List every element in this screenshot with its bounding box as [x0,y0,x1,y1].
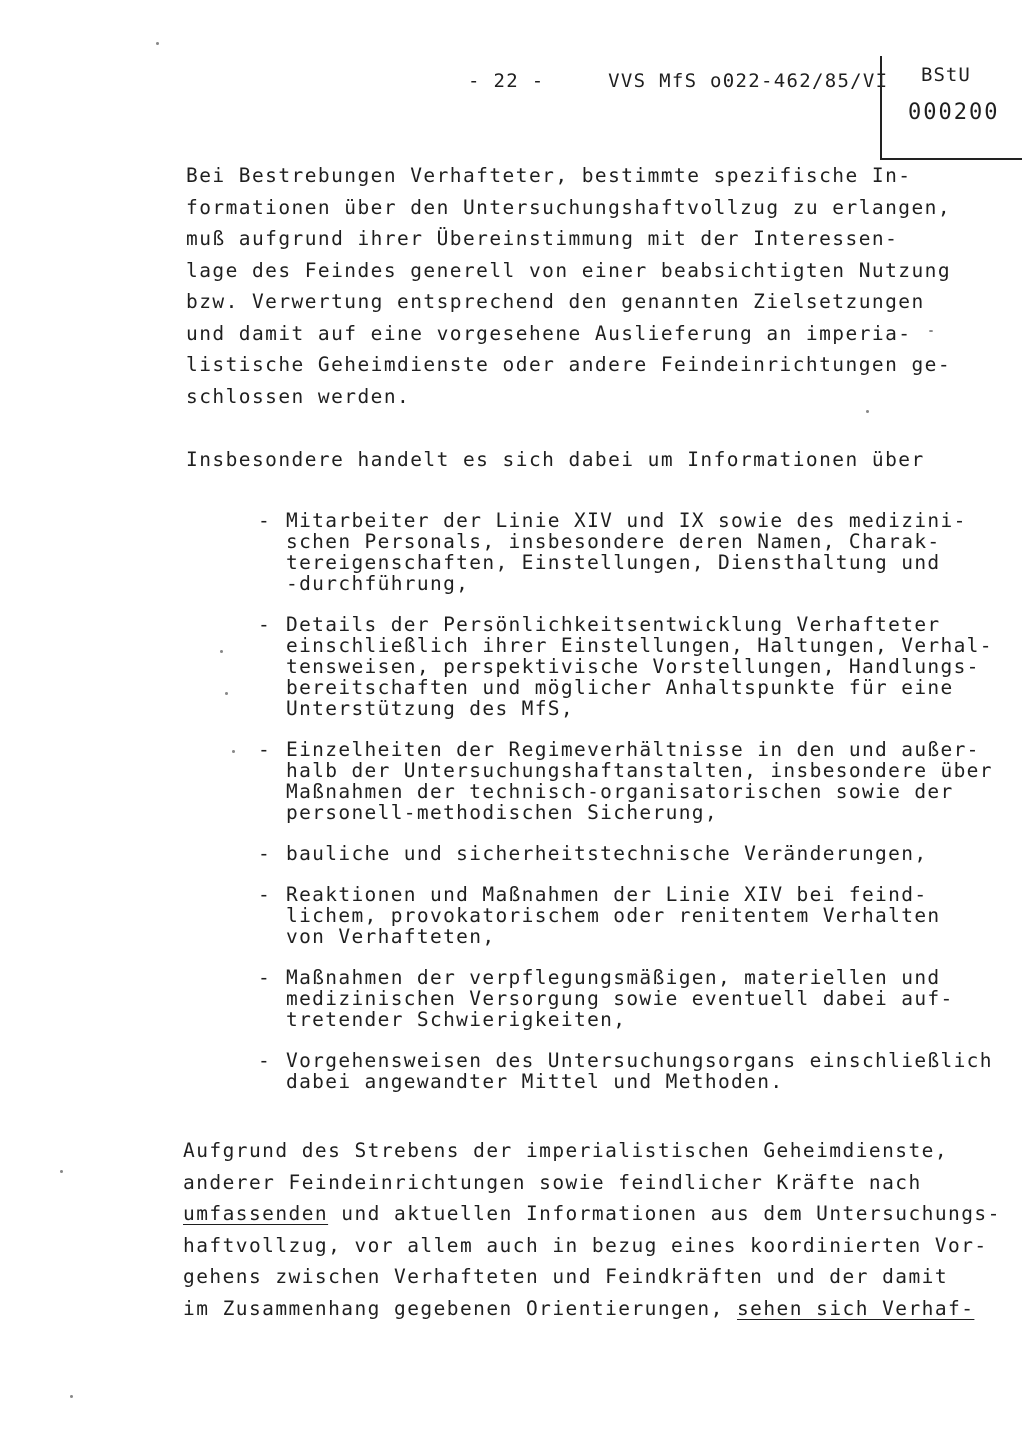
text-line: bzw. Verwertung entsprechend den genannten Zielsetzungen [186,290,925,313]
text-line: lage des Feindes generell von einer beabsichtigten Nutzung [186,258,952,282]
scan-speck [70,1395,73,1398]
paragraph-1 [186,160,952,412]
text-line: schlossen werden. [186,384,411,408]
list-item [258,1050,998,1092]
text-line: gehens zwischen Verhafteten und Feindkräften und der damit [183,1265,949,1288]
bullet-dash: - [258,1049,272,1072]
closing-paragraph [183,1135,1001,1324]
text-line: listische Geheimdienste oder andere Feindeinrichtungen ge- [186,353,952,376]
text-line: Mitarbeiter der Linie XIV und IX sowie des medizini- [286,509,967,532]
text-line: haftvollzug, vor allem auch in bezug eines koordinierten Vor- [183,1233,988,1257]
text-line: anderer Feindeinrichtungen sowie feindlicher Kräfte nach [183,1170,922,1194]
text-line: medizinischen Versorgung sowie eventuell dabei auf- [286,987,954,1010]
scan-speck [220,650,223,653]
text-line: schen Personals, insbesondere deren Namen, Charak- [286,530,941,553]
text-line: Maßnahmen der technisch-organisatorischen sowie der [286,780,954,803]
text-line: umfassenden und aktuellen Informationen aus dem Untersuchungs- [183,1202,1001,1225]
bullet-dash: - [258,613,272,636]
information-list [258,510,998,1112]
scan-speck [232,750,235,753]
text-line: -durchführung, [286,572,470,595]
scan-speck [60,1170,63,1173]
page-number: - 22 - [468,70,545,92]
document-reference: VVS MfS o022-462/85/VI [608,70,889,92]
list-item [258,510,998,594]
text-line: tensweisen, perspektivische Vorstellungen, Handlungs- [286,655,980,678]
list-item [258,884,998,947]
list-item [258,967,998,1030]
text-line: tereigenschaften, Einstellungen, Diensthaltung und [286,551,941,574]
page-header [468,70,888,92]
list-item [258,739,998,823]
text-line: bereitschaften und möglicher Anhaltspunkte für eine [286,676,954,699]
scan-speck [866,410,869,413]
text-line: von Verhafteten, [286,925,496,948]
text-line: im Zusammenhang gegebenen Orientierungen, sehen sich Verhaf- [183,1296,975,1320]
text-line: bauliche und sicherheitstechnische Veränderungen, [286,842,928,865]
text-line: und damit auf eine vorgesehene Auslieferung an imperia- [186,321,912,345]
text-line: tretender Schwierigkeiten, [286,1008,627,1031]
text-line: Details der Persönlichkeitsentwicklung Verhafteter [286,613,941,636]
scan-speck [929,330,933,332]
text-line: einschließlich ihrer Einstellungen, Haltungen, Verhal- [286,634,993,657]
text-line: Insbesondere handelt es sich dabei um Informationen über [186,448,925,471]
text-line: personell-methodischen Sicherung, [286,801,718,824]
text-line: dabei angewandter Mittel und Methoden. [286,1070,784,1093]
text-line: muß aufgrund ihrer Übereinstimmung mit der Interessen- [186,227,899,250]
underlined-text: umfassenden [183,1202,329,1225]
intro-paragraph [186,444,946,476]
scan-speck [225,692,228,695]
stamp-label: BStU [921,64,971,86]
text-line: lichem, provokatorischem oder renitentem Verhalten [286,904,941,927]
bullet-dash: - [258,738,272,761]
bullet-dash: - [258,842,272,865]
bullet-dash: - [258,883,272,906]
text-line: Vorgehensweisen des Untersuchungsorgans einschließlich [286,1049,993,1072]
scan-speck [156,42,159,45]
text-line: Unterstützung des MfS, [286,697,574,720]
list-item [258,614,998,719]
text-line: Einzelheiten der Regimeverhältnisse in den und außer- [286,738,980,761]
text-line: Bei Bestrebungen Verhafteter, bestimmte spezifische In- [186,164,912,187]
underlined-text: sehen sich Verhaf- [736,1296,975,1320]
text-line: Aufgrund des Strebens der imperialistischen Geheimdienste, [183,1139,949,1162]
text-line: Maßnahmen der verpflegungsmäßigen, materiellen und [286,966,941,989]
bullet-dash: - [258,509,272,532]
text-line: formationen über den Untersuchungshaftvollzug zu erlangen, [186,195,952,219]
text-line: Reaktionen und Maßnahmen der Linie XIV bei feind- [286,883,928,906]
text-line: halb der Untersuchungshaftanstalten, insbesondere über [286,759,993,782]
list-item [258,843,998,864]
bullet-dash: - [258,966,272,989]
stamp-number: 000200 [908,100,1000,125]
